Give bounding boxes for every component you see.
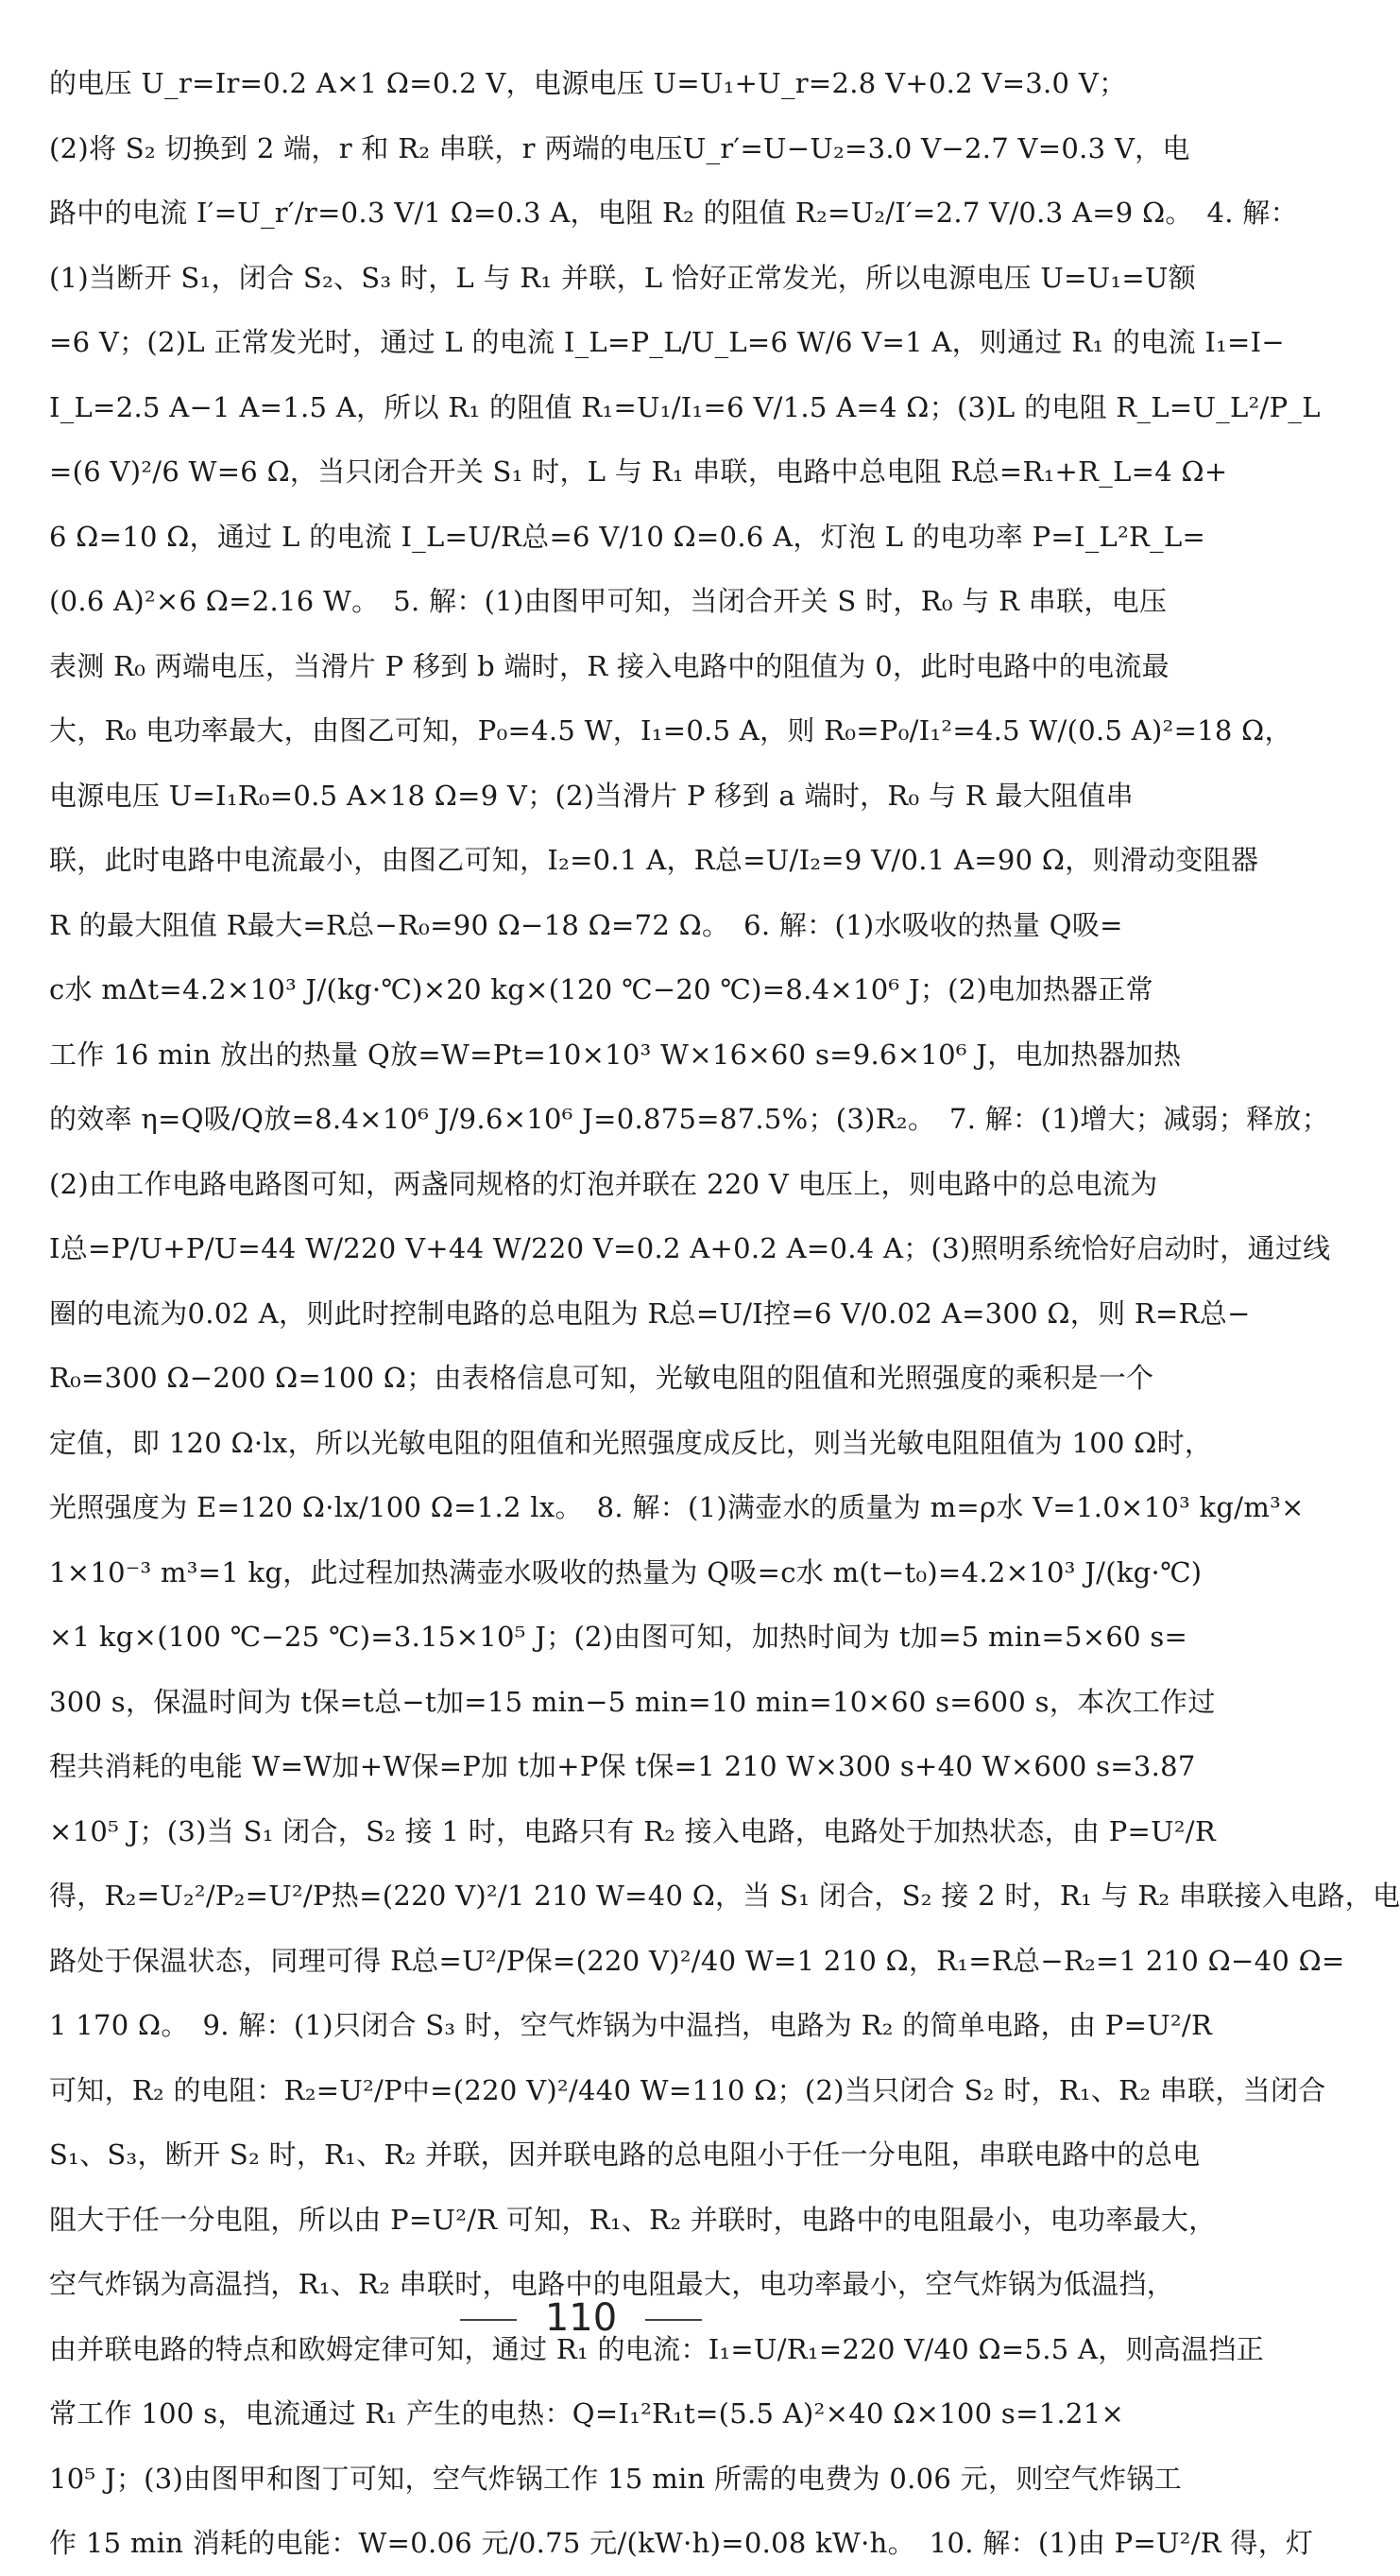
text-line: 大，R₀ 电功率最大，由图乙可知，P₀=4.5 W，I₁=0.5 A，则 R₀=P₀/I₁²=4.5 W/(0.5 A)²=18 Ω， [49,714,1292,747]
text-line: (1)当断开 S₁，闭合 S₂、S₃ 时，L 与 R₁ 并联，L 恰好正常发光，所以电源电压 U=U₁=U额 [49,261,1197,294]
text-line: 作 15 min 消耗的电能：W=0.06 元/0.75 元/(kW·h)=0.08 kW·h。 10. 解：(1)由 P=U²/R 得，灯 [49,2527,1314,2559]
page-number-area [0,2296,1162,2340]
text-line: 的效率 η=Q吸/Q放=8.4×10⁶ J/9.6×10⁶ J=0.875=87.5%；(3)R₂。 7. 解：(1)增大；减弱；释放； [49,1103,1330,1135]
text-line: 300 s，保温时间为 t保=t总−t加=15 min−5 min=10 min=10×60 s=600 s，本次工作过 [49,1685,1216,1718]
text-line: ×1 kg×(100 ℃−25 ℃)=3.15×10⁵ J；(2)由图可知，加热时间为 t加=5 min=5×60 s= [49,1621,1188,1653]
text-line: 工作 16 min 放出的热量 Q放=W=Pt=10×10³ W×16×60 s=9.6×10⁶ J，电加热器加热 [49,1038,1182,1071]
text-line: S₁、S₃，断开 S₂ 时，R₁、R₂ 并联，因并联电路的总电阻小于任一分电阻，串联电路中的总电 [49,2138,1201,2171]
text-line: 1 170 Ω。 9. 解：(1)只闭合 S₃ 时，空气炸锅为中温挡，电路为 R₂ 的简单电路，由 P=U²/R [49,2009,1213,2041]
text-line: R 的最大阻值 R最大=R总−R₀=90 Ω−18 Ω=72 Ω。 6. 解：(1)水吸收的热量 Q吸= [49,908,1123,941]
text-line: (2)由工作电路电路图可知，两盏同规格的灯泡并联在 220 V 电压上，则电路中的总电流为 [49,1167,1158,1200]
page-number-dash-left [460,2319,517,2321]
text-line: R₀=300 Ω−200 Ω=100 Ω；由表格信息可知，光敏电阻的阻值和光照强度的乘积是一个 [49,1362,1154,1394]
text-line: (2)将 S₂ 切换到 2 端，r 和 R₂ 串联，r 两端的电压U_r′=U−U₂=3.0 V−2.7 V=0.3 V，电 [49,131,1190,164]
solution-text [49,51,1400,2576]
text-line: 路处于保温状态，同理可得 R总=U²/P保=(220 V)²/40 W=1 210 Ω，R₁=R总−R₂=1 210 Ω−40 Ω= [49,1944,1345,1977]
text-line: 路中的电流 I′=U_r′/r=0.3 V/1 Ω=0.3 A，电阻 R₂ 的阻值 R₂=U₂/I′=2.7 V/0.3 A=9 Ω。 4. 解： [49,197,1298,229]
text-line: 的电压 U_r=Ir=0.2 A×1 Ω=0.2 V，电源电压 U=U₁+U_r=2.8 V+0.2 V=3.0 V； [49,67,1127,99]
text-line: 得，R₂=U₂²/P₂=U²/P热=(220 V)²/1 210 W=40 Ω，当 S₁ 闭合，S₂ 接 2 时，R₁ 与 R₂ 串联接入电路，电 [49,1880,1400,1912]
text-line: c水 mΔt=4.2×10³ J/(kg·℃)×20 kg×(120 ℃−20 ℃)=8.4×10⁶ J；(2)电加热器正常 [49,973,1153,1005]
page-number-dash-right [645,2319,702,2321]
text-line: 可知，R₂ 的电阻：R₂=U²/P中=(220 V)²/440 W=110 Ω；(2)当只闭合 S₂ 时，R₁、R₂ 串联，当闭合 [49,2073,1326,2106]
text-line: 10⁵ J；(3)由图甲和图丁可知，空气炸锅工作 15 min 所需的电费为 0.06 元，则空气炸锅工 [49,2462,1183,2495]
text-line: 光照强度为 E=120 Ω·lx/100 Ω=1.2 lx。 8. 解：(1)满壶水的质量为 m=ρ水 V=1.0×10³ kg/m³× [49,1491,1305,1523]
text-line: =(6 V)²/6 W=6 Ω，当只闭合开关 S₁ 时，L 与 R₁ 串联，电路中总电阻 R总=R₁+R_L=4 Ω+ [49,455,1228,488]
text-line: 圈的电流为0.02 A，则此时控制电路的总电阻为 R总=U/I控=6 V/0.02 A=300 Ω，则 R=R总− [49,1297,1251,1330]
text-line: (0.6 A)²×6 Ω=2.16 W。 5. 解：(1)由图甲可知，当闭合开关 S 时，R₀ 与 R 串联，电压 [49,585,1168,617]
text-line: 空气炸锅为高温挡，R₁、R₂ 串联时，电路中的电阻最大，电功率最小，空气炸锅为低温挡， [49,2268,1175,2300]
text-line: 阻大于任一分电阻，所以由 P=U²/R 可知，R₁、R₂ 并联时，电路中的电阻最小，电功率最大， [49,2203,1217,2236]
text-line: 1×10⁻³ m³=1 kg，此过程加热满壶水吸收的热量为 Q吸=c水 m(t−t₀)=4.2×10³ J/(kg·℃) [49,1555,1203,1589]
text-line: 程共消耗的电能 W=W加+W保=P加 t加+P保 t保=1 210 W×300 s+40 W×600 s=3.87 [49,1750,1196,1782]
text-line: 6 Ω=10 Ω，通过 L 的电流 I_L=U/R总=6 V/10 Ω=0.6 A，灯泡 L 的电功率 P=I_L²R_L= [49,520,1206,553]
page-number: 110 [544,2296,618,2340]
text-line: 电源电压 U=I₁R₀=0.5 A×18 Ω=9 V；(2)当滑片 P 移到 a 端时，R₀ 与 R 最大阻值串 [49,779,1134,812]
text-line: ×10⁵ J；(3)当 S₁ 闭合，S₂ 接 1 时，电路只有 R₂ 接入电路，电路处于加热状态，由 P=U²/R [49,1814,1216,1847]
text-line: 表测 R₀ 两端电压，当滑片 P 移到 b 端时，R 接入电路中的阻值为 0，此时电路中的电流最 [49,649,1170,682]
text-line: 联，此时电路中电流最小，由图乙可知，I₂=0.1 A，R总=U/I₂=9 V/0.1 A=90 Ω，则滑动变阻器 [49,844,1259,876]
text-line: 由并联电路的特点和欧姆定律可知，通过 R₁ 的电流：I₁=U/R₁=220 V/40 Ω=5.5 A，则高温挡正 [49,2332,1265,2365]
text-line: 定值，即 120 Ω·lx，所以光敏电阻的阻值和光照强度成反比，则当光敏电阻阻值为 100 Ω时， [49,1426,1213,1459]
text-line: 常工作 100 s，电流通过 R₁ 产生的电热：Q=I₁²R₁t=(5.5 A)²×40 Ω×100 s=1.21× [49,2397,1125,2430]
text-line: I总=P/U+P/U=44 W/220 V+44 W/220 V=0.2 A+0.2 A=0.4 A；(3)照明系统恰好启动时，通过线 [49,1232,1331,1264]
text-line: =6 V；(2)L 正常发光时，通过 L 的电流 I_L=P_L/U_L=6 W/6 V=1 A，则通过 R₁ 的电流 I₁=I− [49,326,1285,358]
text-line: I_L=2.5 A−1 A=1.5 A，所以 R₁ 的阻值 R₁=U₁/I₁=6 V/1.5 A=4 Ω；(3)L 的电阻 R_L=U_L²/P_L [49,390,1321,423]
